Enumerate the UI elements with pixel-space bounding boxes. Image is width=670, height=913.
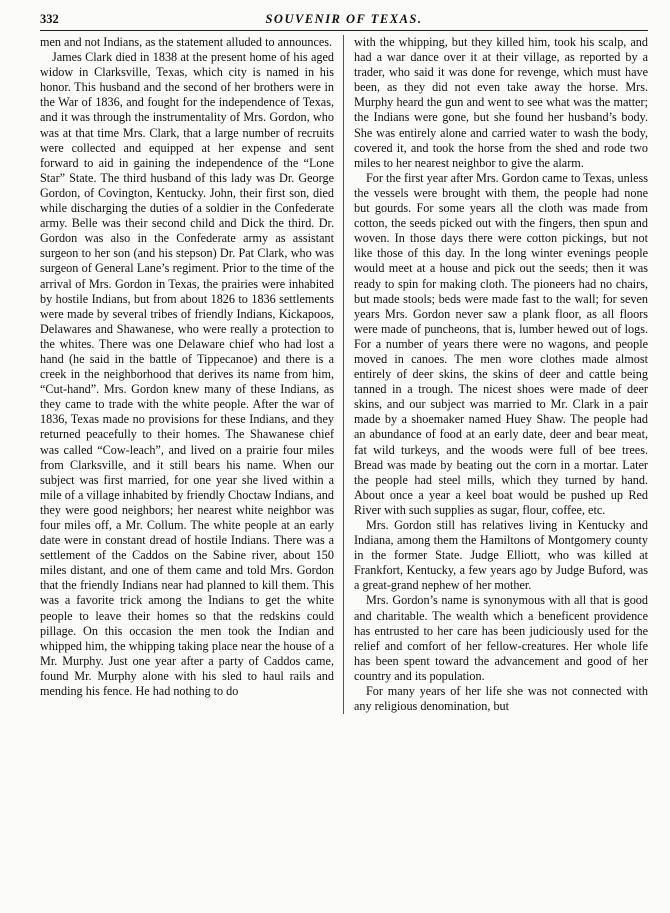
page-header xyxy=(40,8,648,28)
text-columns xyxy=(40,35,648,714)
paragraph: For the first year after Mrs. Gordon came to Texas, unless the vessels were brought with them, the people had none but gourds. For some years all the cloth was made from cotton, the seeds picked out with the fingers, then spun and woven. In those days there were cotton pickings, but not like those of this day. In the long winter evenings people would meet at a house and pick out the seeds; then it was ready to spin for making cloth. The pioneers had no chairs, but made stools; beds were made fast to the wall; for seven years Mrs. Gordon never saw a plank floor, as all floors were made of puncheons, that is, lumber hewed out of logs. For a number of years there were no wagons, and people moved in canoes. The men wore clothes made almost entirely of deer skins, the skins of deer and cattle being tanned in a trough. The nicest shoes were made of deer skins, and our subject was married to Mr. Clark in a pair made by a shoemaker named Huey Shaw. The people had an abundance of food at an early date, deer and bear meat, fat wild turkeys, and the woods were full of bee trees. Bread was made by beating out the corn in a mortar. Later the people had steel mills, which they turned by hand. About once a year a keel boat would be pushed up Red River with such supplies as sugar, flour, coffee, etc. xyxy=(354,170,648,517)
paragraph: Mrs. Gordon still has relatives living in Kentucky and Indiana, among them the Hamiltons of Montgomery county in the former State. Judge Elliott, who was killed at Frankfort, Kentucky, a few years ago by Judge Buford, was a great-grand nephew of her mother. xyxy=(354,518,648,593)
paragraph: men and not Indians, as the statement alluded to announces. xyxy=(40,35,333,49)
paragraph: Mrs. Gordon’s name is synonymous with all that is good and charitable. The wealth which a beneficent providence has entrusted to her care has been judiciously used for the relief and comfort of her fellow-creatures. Her whole life has been spent toward the advancement and good of her country and its population. xyxy=(354,593,648,683)
column-divider xyxy=(343,35,344,714)
right-column xyxy=(354,35,648,714)
paragraph: with the whipping, but they killed him, took his scalp, and had a war dance over it at their village, as reported by a trader, who said it was done for revenge, which must have been, as they did not even take away the horse. Mrs. Murphy heard the gun and went to see what was the matter; the Indians were gone, but she found her husband’s body. She was entirely alone and carried water to wash the body, covered it, and took the horse from the shed and rode two miles to her nearest neighbor to give the alarm. xyxy=(354,35,648,170)
running-title: SOUVENIR OF TEXAS. xyxy=(265,12,423,26)
header-rule xyxy=(40,30,648,31)
paragraph: James Clark died in 1838 at the present home of his aged widow in Clarksville, Texas, which city is named in his honor. This husband and the second of her brothers were in the War of 1836, and fought for the independence of Texas, and it was through the instrumentality of Mrs. Gordon, who was at that time Mrs. Clark, that a large number of recruits were collected and equipped at her expense and sent forward to aid in gaining the independence of the “Lone Star” State. The third husband of this lady was Dr. George Gordon, of Covington, Kentucky. John, their first son, died while discharging the duties of a soldier in the Confederate army. Belle was their second child and Dick the third. Dr. Gordon was also in the Confederate army as assistant surgeon to her son (and his stepson) Dr. Pat Clark, who was surgeon of General Lane’s regiment. Prior to the time of the arrival of Mrs. Gordon in Texas, the prairies were inhabited by hostile Indians, but from about 1826 to 1836 settlements were made by several tribes of friendly Indians, Kickapoos, Delawares and Shawanese, who were really a protection to the whites. There was one Delaware chief who had lost a hand (he said in the battle of Tippecanoe) and there is a creek in the neighborhood that derives its name from him, “Cut-hand”. Mrs. Gordon knew many of these Indians, as they came to trade with the white people. After the war of 1836, Texas made no provisions for these Indians, and they returned peacefully to their homes. The Shawanese chief was called “Cow-leach”, and lived on a prairie four miles from Clarksville, and it still bears his name. When our subject was first married, for one year she lived within a mile of a village inhabited by friendly Choctaw Indians, and they were good neighbors; her nearest white neighbor was four miles off, a Mr. Collum. The white people at an early date were in constant dread of hostile Indians. There was a settlement of the Caddos on the Sabine river, about 150 miles distant, and one of them came and told Mrs. Gordon that the friendly Indians near had planned to kill them. This was a favorite trick among the Indians to get the white people to leave their homes so that the redskins could pillage. On this occasion the men took the Indian and whipped him, the whipping taking place near the house of a Mr. Murphy. Just one year after a party of Caddos came, found Mr. Murphy alone with his sled to haul rails and mending his fence. He had nothing to do xyxy=(40,50,334,699)
page-number: 332 xyxy=(40,12,59,26)
left-column xyxy=(40,35,334,714)
paragraph: For many years of her life she was not connected with any religious denomination, but xyxy=(354,684,648,714)
